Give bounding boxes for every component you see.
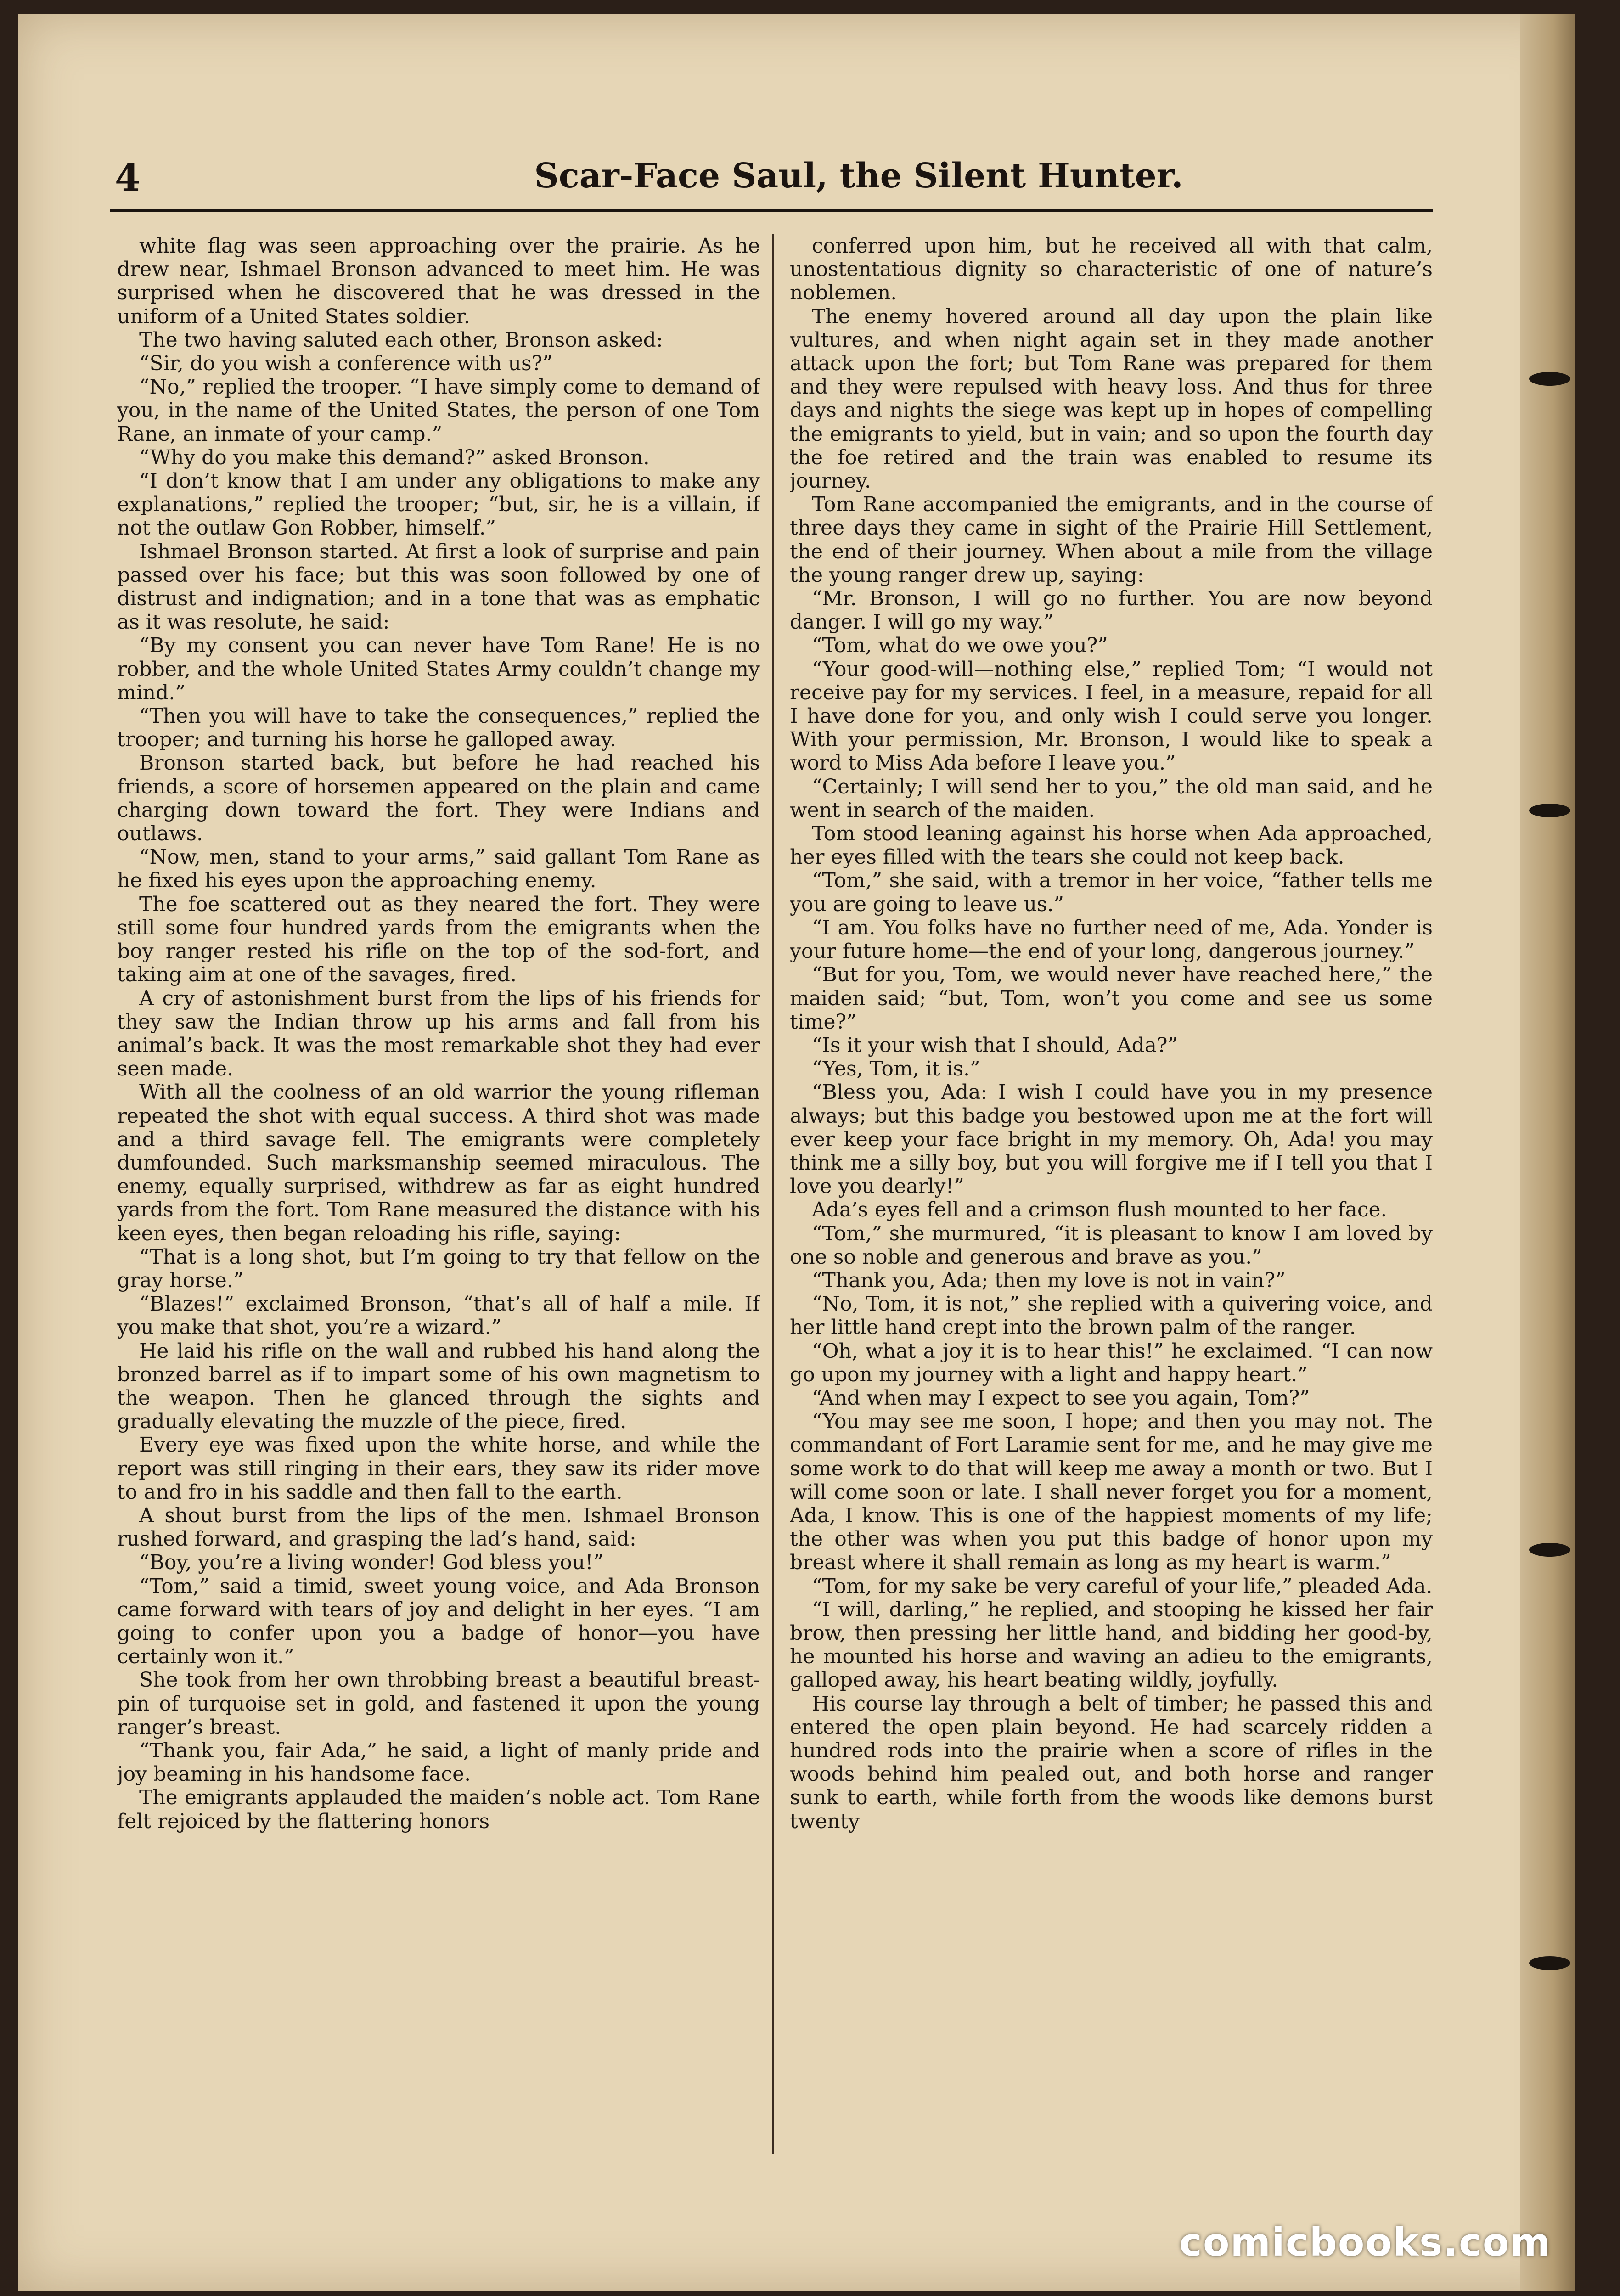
- paragraph: The enemy hovered around all day upon the plain like vultures, and when night again set in they made another attack upon the fort; but Tom Rane was prepared for them and they were repulsed with heavy loss. And thus for three days and nights the siege was kept up in hopes of compelling the emigrants to yield, but in vain; and so upon the fourth day the foe retired and the train was enabled to resume its journey.: [790, 304, 1433, 493]
- paragraph: He laid his rifle on the wall and rubbed his hand along the bronzed barrel as if to impart some of his own magnetism to the weapon. Then he glanced through the sights and gradually elevating the muzzle of the piece, fired.: [117, 1339, 760, 1434]
- paragraph: Ada’s eyes fell and a crimson flush mounted to her face.: [812, 1198, 1387, 1222]
- paragraph: “You may see me soon, I hope; and then you may not. The commandant of Fort Laramie sent for me, and he may give me some work to do that will keep me away a month or two. But I will come soon or late. I shall never forget you for a moment, Ada, I know. This is one of the happiest moments of my life; the other was when you put this badge of honor upon my breast where it shall remain as long as my heart is warm.”: [790, 1410, 1433, 1575]
- paragraph: The emigrants applauded the maiden’s noble act. Tom Rane felt rejoiced by the flattering honors: [117, 1786, 760, 1833]
- paragraph: “Boy, you’re a living wonder! God bless you!”: [139, 1551, 604, 1575]
- paragraph: “I am. You folks have no further need of me, Ada. Yonder is your future home—the end of your long, dangerous journey.”: [790, 916, 1433, 963]
- paragraph: The two having saluted each other, Bronson asked:: [139, 328, 663, 352]
- page-sheet: [18, 14, 1575, 2291]
- paragraph: “I will, darling,” he replied, and stooping he kissed her fair brow, then pressing her little hand, and bidding her good-by, he mounted his horse and waving an adieu to the emigrants, galloped away, his heart beating wildly, joyfully.: [790, 1598, 1433, 1692]
- paragraph: “Tom, for my sake be very careful of your life,” pleaded Ada.: [812, 1574, 1433, 1598]
- paragraph: “I don’t know that I am under any obligations to make any explanations,” replied the trooper; “but, sir, he is a villain, if not the outlaw Gon Robber, himself.”: [117, 469, 760, 540]
- paragraph: “Tom, what do we owe you?”: [812, 634, 1108, 658]
- paragraph: “Thank you, Ada; then my love is not in vain?”: [812, 1268, 1286, 1292]
- paragraph: Tom Rane accompanied the emigrants, and in the course of three days they came in sight of the Prairie Hill Settlement, the end of their journey. When about a mile from the village the young ranger drew up, saying:: [790, 493, 1433, 587]
- paragraph: “Yes, Tom, it is.”: [812, 1057, 980, 1081]
- paragraph: The foe scattered out as they neared the fort. They were still some four hundred yards from the emigrants when the boy ranger rested his rifle on the top of the sod-fort, and taking aim at one of the savages, fired.: [117, 892, 760, 987]
- binding-spine: [1520, 14, 1575, 2291]
- paragraph: She took from her own throbbing breast a beautiful breast-pin of turquoise set in gold, and fastened it upon the young ranger’s breast.: [117, 1668, 760, 1739]
- paragraph: “Oh, what a joy it is to hear this!” he exclaimed. “I can now go upon my journey with a light and happy heart.”: [790, 1339, 1433, 1386]
- binding-hole: [1529, 804, 1570, 817]
- paragraph: “That is a long shot, but I’m going to try that fellow on the gray horse.”: [117, 1245, 760, 1292]
- paragraph: “Blazes!” exclaimed Bronson, “that’s all of half a mile. If you make that shot, you’re a wizard.”: [117, 1292, 760, 1339]
- paragraph: Bronson started back, but before he had reached his friends, a score of horsemen appeared on the plain and came charging down toward the fort. They were Indians and outlaws.: [117, 751, 760, 846]
- paragraph: A cry of astonishment burst from the lips of his friends for they saw the Indian throw up his arms and fall from his animal’s back. It was the most remarkable shot they had ever seen made.: [117, 986, 760, 1081]
- paragraph: “By my consent you can never have Tom Rane! He is no robber, and the whole United States Army couldn’t change my mind.”: [117, 634, 760, 704]
- paragraph: “No,” replied the trooper. “I have simply come to demand of you, in the name of the United States, the person of one Tom Rane, an inmate of your camp.”: [117, 375, 760, 446]
- binding-hole: [1529, 1956, 1570, 1970]
- header-rule: [110, 209, 1433, 212]
- paragraph: A shout burst from the lips of the men. Ishmael Bronson rushed forward, and grasping the lad’s hand, said:: [117, 1503, 760, 1551]
- paragraph: conferred upon him, but he received all with that calm, unostentatious dignity so characteristic of one of nature’s noblemen.: [790, 234, 1433, 305]
- paragraph: “Now, men, stand to your arms,” said gallant Tom Rane as he fixed his eyes upon the approaching enemy.: [117, 845, 760, 893]
- paragraph: “But for you, Tom, we would never have reached here,” the maiden said; “but, Tom, won’t you come and see us some time?”: [790, 963, 1433, 1034]
- column-divider: [772, 234, 774, 2154]
- paragraph: “Tom,” said a timid, sweet young voice, and Ada Bronson came forward with tears of joy and delight in her eyes. “I am going to confer upon you a badge of honor—you have certainly won it.”: [117, 1574, 760, 1669]
- text-column-right: [790, 234, 1433, 2154]
- paragraph: “Your good-will—nothing else,” replied Tom; “I would not receive pay for my services. I feel, in a measure, repaid for all I have done for you, and only wish I could serve you longer. With your permission, Mr. Bronson, I would like to speak a word to Miss Ada before I leave you.”: [790, 657, 1433, 775]
- watermark-text: comicbooks.com: [1179, 2220, 1551, 2265]
- page-number: 4: [115, 156, 141, 199]
- text-column-left: [117, 234, 760, 2154]
- paragraph: “No, Tom, it is not,” she replied with a quivering voice, and her little hand crept into the brown palm of the ranger.: [790, 1292, 1433, 1339]
- running-title: Scar-Face Saul, the Silent Hunter.: [534, 156, 1183, 196]
- paragraph: His course lay through a belt of timber; he passed this and entered the open plain beyond. He had scarcely ridden a hundred rods into the prairie when a score of rifles in the woods behind him pealed out, and both horse and ranger sunk to earth, while forth from the woods like demons burst twenty: [790, 1692, 1433, 1833]
- page-header: [101, 147, 1433, 211]
- paragraph: “Why do you make this demand?” asked Bronson.: [139, 445, 650, 469]
- paragraph: Every eye was fixed upon the white horse, and while the report was still ringing in their ears, they saw its rider move to and fro in his saddle and then fall to the earth.: [117, 1433, 760, 1504]
- paragraph: Ishmael Bronson started. At first a look of surprise and pain passed over his face; but this was soon followed by one of distrust and indignation; and in a tone that was as emphatic as it was resolute, he said:: [117, 540, 760, 634]
- paragraph: “Mr. Bronson, I will go no further. You are now beyond danger. I will go my way.”: [790, 587, 1433, 634]
- paragraph: “Is it your wish that I should, Ada?”: [812, 1033, 1178, 1057]
- paragraph: “Thank you, fair Ada,” he said, a light of manly pride and joy beaming in his handsome face.: [117, 1739, 760, 1786]
- paragraph: With all the coolness of an old warrior the young rifleman repeated the shot with equal success. A third shot was made and a third savage fell. The emigrants were completely dumfounded. Such marksmanship seemed miraculous. The enemy, equally surprised, withdrew as far as eight hundred yards from the fort. Tom Rane measured the distance with his keen eyes, then began reloading his rifle, saying:: [117, 1080, 760, 1245]
- paragraph: “Then you will have to take the consequences,” replied the trooper; and turning his horse he galloped away.: [117, 704, 760, 752]
- paragraph: “Bless you, Ada: I wish I could have you in my presence always; but this badge you bestowed upon me at the fort will ever keep your face bright in my memory. Oh, Ada! you may think me a silly boy, but you will forgive me if I tell you that I love you dearly!”: [790, 1080, 1433, 1199]
- paragraph: “Sir, do you wish a conference with us?”: [139, 352, 553, 376]
- paragraph: “Certainly; I will send her to you,” the old man said, and he went in search of the maiden.: [790, 775, 1433, 822]
- binding-hole: [1529, 372, 1570, 386]
- paragraph: “And when may I expect to see you again, Tom?”: [812, 1386, 1310, 1410]
- paragraph: Tom stood leaning against his horse when Ada approached, her eyes filled with the tears she could not keep back.: [790, 822, 1433, 869]
- paragraph: “Tom,” she said, with a tremor in her voice, “father tells me you are going to leave us.”: [790, 869, 1433, 916]
- paragraph: white flag was seen approaching over the prairie. As he drew near, Ishmael Bronson advanced to meet him. He was surprised when he discovered that he was dressed in the uniform of a United States soldier.: [117, 234, 760, 328]
- paragraph: “Tom,” she murmured, “it is pleasant to know I am loved by one so noble and generous and brave as you.”: [790, 1221, 1433, 1269]
- binding-hole: [1529, 1543, 1570, 1557]
